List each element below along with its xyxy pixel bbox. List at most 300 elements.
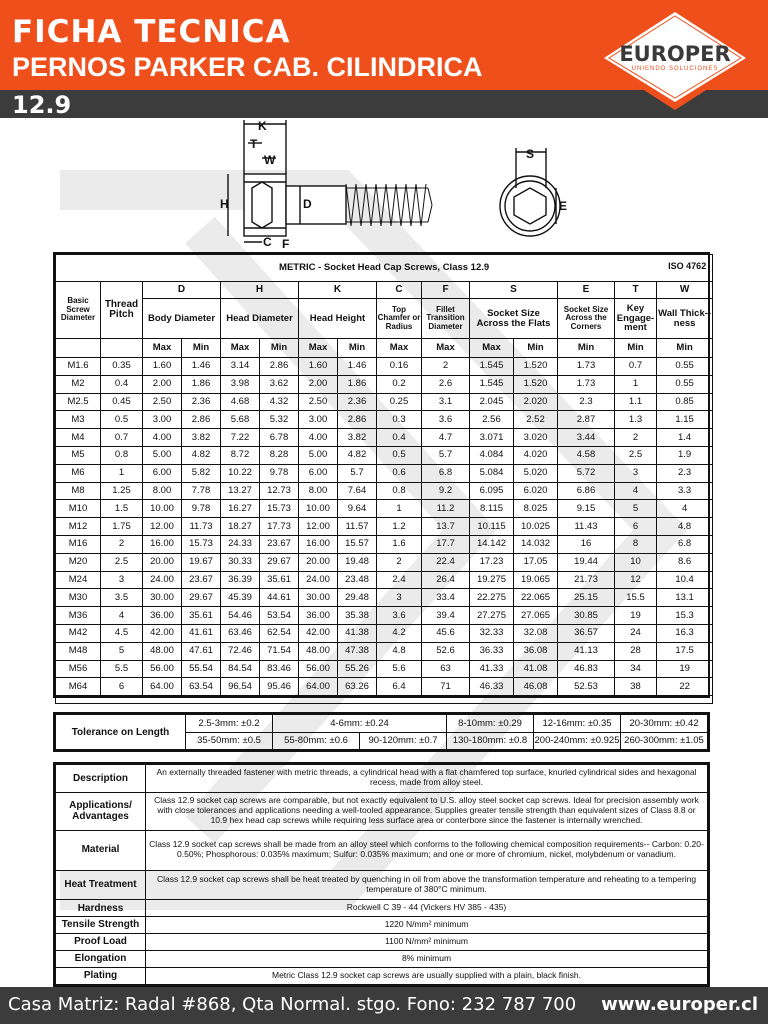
table-row bbox=[56, 571, 713, 589]
spec-label: Applications/ Advantages bbox=[56, 792, 146, 830]
table-cell: 1.2 bbox=[377, 518, 422, 536]
dim-label-w: W bbox=[264, 153, 276, 167]
spec-row bbox=[56, 917, 708, 934]
table-cell: 41.33 bbox=[470, 660, 514, 678]
tolerance-cell: 260-300mm: ±1.05 bbox=[621, 732, 708, 750]
table-cell: 5.68 bbox=[221, 411, 260, 429]
spec-label: Proof Load bbox=[56, 934, 146, 951]
cell-empty bbox=[101, 339, 143, 358]
table-cell: 4.68 bbox=[221, 393, 260, 411]
spec-row bbox=[56, 934, 708, 951]
min-label: Min bbox=[514, 339, 558, 358]
table-cell: 12.73 bbox=[260, 482, 299, 500]
table-cell: 36.39 bbox=[221, 571, 260, 589]
table-cell: 0.3 bbox=[377, 411, 422, 429]
table-cell: 13.27 bbox=[221, 482, 260, 500]
table-cell: 39.4 bbox=[422, 607, 470, 625]
tolerance-label: Tolerance on Length bbox=[56, 715, 186, 750]
spec-value: Class 12.9 socket cap screws shall be made from an alloy steel which conforms to the following chemical composition requirements-- Carbon: 0.20-0.50%; Phosphorous: 0.035% maximum; Sulfur: 0.035% maximum; and one or more of chromium, nickel, molybdenum or vanadium. bbox=[146, 830, 708, 870]
table-row bbox=[56, 446, 713, 464]
table-cell: 4.82 bbox=[338, 446, 377, 464]
table-cell: 18.27 bbox=[221, 518, 260, 536]
table-cell: 22.4 bbox=[422, 553, 470, 571]
table-cell: 0.25 bbox=[377, 393, 422, 411]
tolerance-table bbox=[53, 712, 710, 752]
table-cell: 14.142 bbox=[470, 535, 514, 553]
table-row bbox=[56, 429, 713, 447]
footer-website[interactable]: www.europer.cl bbox=[601, 994, 758, 1015]
table-cell: 0.5 bbox=[377, 446, 422, 464]
table-cell: 36.08 bbox=[514, 642, 558, 660]
table-cell: 5.00 bbox=[143, 446, 182, 464]
table-cell: 4.00 bbox=[299, 429, 338, 447]
table-cell: 5.6 bbox=[377, 660, 422, 678]
table-cell: 8.025 bbox=[514, 500, 558, 518]
table-cell: 4.8 bbox=[377, 642, 422, 660]
table-cell: 35.38 bbox=[338, 607, 377, 625]
table-cell: 9.2 bbox=[422, 482, 470, 500]
table-row bbox=[56, 464, 713, 482]
row-size-cell: M36 bbox=[56, 607, 101, 625]
dim-label-s: S bbox=[526, 147, 535, 161]
spec-label: Heat Treatment bbox=[56, 870, 146, 900]
table-cell: 27.065 bbox=[514, 607, 558, 625]
table-cell: 30.00 bbox=[143, 589, 182, 607]
tolerance-cell: 55-80mm: ±0.6 bbox=[273, 732, 360, 750]
table-cell: 6.095 bbox=[470, 482, 514, 500]
letter-h: H bbox=[221, 282, 299, 299]
table-cell: 6.8 bbox=[422, 464, 470, 482]
table-cell: 15.57 bbox=[338, 535, 377, 553]
table-cell: 0.2 bbox=[377, 375, 422, 393]
table-cell: 1.5 bbox=[101, 500, 143, 518]
table-cell: 36.57 bbox=[558, 624, 615, 642]
table-cell: 6 bbox=[615, 518, 657, 536]
dim-label-k: K bbox=[258, 119, 267, 133]
table-cell: 13.1 bbox=[657, 589, 713, 607]
table-row bbox=[56, 589, 713, 607]
table-cell: 1.73 bbox=[558, 375, 615, 393]
table-cell: 46.33 bbox=[470, 678, 514, 696]
table-cell: 3.44 bbox=[558, 429, 615, 447]
table-cell: 63.46 bbox=[221, 624, 260, 642]
table-cell: 84.54 bbox=[221, 660, 260, 678]
table-cell: 16 bbox=[558, 535, 615, 553]
table-cell: 62.54 bbox=[260, 624, 299, 642]
table-cell: 19.67 bbox=[182, 553, 221, 571]
table-cell: 0.55 bbox=[657, 375, 713, 393]
table-cell: 10.115 bbox=[470, 518, 514, 536]
col-key-engagement: Key Engage-ment bbox=[615, 299, 657, 339]
tolerance-cell: 20-30mm: ±0.42 bbox=[621, 715, 708, 733]
table-row bbox=[56, 535, 713, 553]
table-cell: 1.9 bbox=[657, 446, 713, 464]
table-standard: ISO 4762 bbox=[668, 261, 707, 271]
table-cell: 0.7 bbox=[101, 429, 143, 447]
logo-text: EUROPER bbox=[619, 42, 731, 66]
table-cell: 8.28 bbox=[260, 446, 299, 464]
col-thread-pitch: Thread Pitch bbox=[101, 282, 143, 339]
tolerance-cell: 8-10mm: ±0.29 bbox=[447, 715, 534, 733]
table-cell: 23.48 bbox=[338, 571, 377, 589]
table-cell: 30.85 bbox=[558, 607, 615, 625]
table-cell: 2.6 bbox=[422, 375, 470, 393]
table-cell: 0.4 bbox=[377, 429, 422, 447]
table-cell: 35.61 bbox=[182, 607, 221, 625]
table-cell: 0.35 bbox=[101, 358, 143, 376]
table-cell: 2.50 bbox=[299, 393, 338, 411]
tolerance-cell: 4-6mm: ±0.24 bbox=[273, 715, 447, 733]
table-cell: 8 bbox=[615, 535, 657, 553]
table-cell: 17.23 bbox=[470, 553, 514, 571]
table-cell: 24.00 bbox=[299, 571, 338, 589]
table-cell: 11.73 bbox=[182, 518, 221, 536]
table-cell: 32.33 bbox=[470, 624, 514, 642]
table-cell: 6.020 bbox=[514, 482, 558, 500]
spec-row bbox=[56, 792, 708, 830]
table-cell: 5 bbox=[615, 500, 657, 518]
table-cell: 10 bbox=[615, 553, 657, 571]
table-cell: 63.26 bbox=[338, 678, 377, 696]
row-size-cell: M16 bbox=[56, 535, 101, 553]
row-size-cell: M48 bbox=[56, 642, 101, 660]
table-row bbox=[56, 553, 713, 571]
tolerance-cell: 130-180mm: ±0.8 bbox=[447, 732, 534, 750]
table-cell: 0.4 bbox=[101, 375, 143, 393]
table-cell: 22 bbox=[657, 678, 713, 696]
table-cell: 0.8 bbox=[101, 446, 143, 464]
table-cell: 3.00 bbox=[143, 411, 182, 429]
letter-k: K bbox=[299, 282, 377, 299]
row-size-cell: M2 bbox=[56, 375, 101, 393]
table-cell: 19.275 bbox=[470, 571, 514, 589]
min-label: Min bbox=[260, 339, 299, 358]
table-cell: 11.43 bbox=[558, 518, 615, 536]
spec-row bbox=[56, 951, 708, 968]
table-cell: 3.62 bbox=[260, 375, 299, 393]
table-cell: 25.15 bbox=[558, 589, 615, 607]
table-cell: 2 bbox=[615, 429, 657, 447]
table-cell: 96.54 bbox=[221, 678, 260, 696]
table-cell: 2.3 bbox=[657, 464, 713, 482]
table-cell: 1 bbox=[615, 375, 657, 393]
table-cell: 8.6 bbox=[657, 553, 713, 571]
page-subtitle: PERNOS PARKER CAB. CILINDRICA bbox=[12, 52, 483, 82]
dim-label-c: C bbox=[263, 235, 272, 249]
table-cell: 41.08 bbox=[514, 660, 558, 678]
table-cell: 4.32 bbox=[260, 393, 299, 411]
table-cell: 4.82 bbox=[182, 446, 221, 464]
max-label: Max bbox=[470, 339, 514, 358]
table-cell: 1.73 bbox=[558, 358, 615, 376]
table-cell: 16.00 bbox=[299, 535, 338, 553]
table-cell: 83.46 bbox=[260, 660, 299, 678]
table-cell: 17.5 bbox=[657, 642, 713, 660]
table-cell: 21.73 bbox=[558, 571, 615, 589]
col-body-diameter: Body Diameter bbox=[143, 299, 221, 339]
table-cell: 1.3 bbox=[615, 411, 657, 429]
table-cell: 1 bbox=[377, 500, 422, 518]
table-cell: 2.86 bbox=[260, 358, 299, 376]
table-cell: 1.545 bbox=[470, 375, 514, 393]
table-row bbox=[56, 500, 713, 518]
table-cell: 10.00 bbox=[299, 500, 338, 518]
spec-label: Tensile Strength bbox=[56, 917, 146, 934]
table-cell: 3.82 bbox=[338, 429, 377, 447]
table-cell: 2.86 bbox=[338, 411, 377, 429]
table-cell: 29.48 bbox=[338, 589, 377, 607]
spec-label: Elongation bbox=[56, 951, 146, 968]
col-socket-corners: Socket Size Across the Corners bbox=[558, 299, 615, 339]
spec-label: Hardness bbox=[56, 900, 146, 917]
table-cell: 16.27 bbox=[221, 500, 260, 518]
table-cell: 19.065 bbox=[514, 571, 558, 589]
table-cell: 11.57 bbox=[338, 518, 377, 536]
table-cell: 2.00 bbox=[299, 375, 338, 393]
specifications-table bbox=[53, 762, 710, 987]
table-cell: 8.00 bbox=[143, 482, 182, 500]
table-cell: 36.00 bbox=[299, 607, 338, 625]
table-cell: 2.5 bbox=[615, 446, 657, 464]
table-cell: 5.5 bbox=[101, 660, 143, 678]
table-cell: 5.084 bbox=[470, 464, 514, 482]
table-cell: 1.25 bbox=[101, 482, 143, 500]
table-cell: 3.5 bbox=[101, 589, 143, 607]
spacer-cell bbox=[56, 696, 713, 704]
table-cell: 15.3 bbox=[657, 607, 713, 625]
letter-d: D bbox=[143, 282, 221, 299]
dim-label-h: H bbox=[220, 197, 229, 211]
cell-empty bbox=[56, 339, 101, 358]
spec-label: Material bbox=[56, 830, 146, 870]
table-cell: 4.58 bbox=[558, 446, 615, 464]
table-cell: 22.275 bbox=[470, 589, 514, 607]
table-cell: 19 bbox=[657, 660, 713, 678]
row-size-cell: M24 bbox=[56, 571, 101, 589]
grade-label: 12.9 bbox=[12, 91, 72, 119]
max-label: Max bbox=[221, 339, 260, 358]
table-cell: 19.48 bbox=[338, 553, 377, 571]
table-caption bbox=[56, 255, 713, 282]
table-cell: 41.61 bbox=[182, 624, 221, 642]
spec-row bbox=[56, 830, 708, 870]
table-cell: 2 bbox=[101, 535, 143, 553]
letter-s: S bbox=[470, 282, 558, 299]
table-cell: 33.4 bbox=[422, 589, 470, 607]
table-cell: 16.00 bbox=[143, 535, 182, 553]
table-cell: 10.4 bbox=[657, 571, 713, 589]
spec-value: Metric Class 12.9 socket cap screws are usually supplied with a plain, black finish. bbox=[146, 968, 708, 985]
table-cell: 3.14 bbox=[221, 358, 260, 376]
logo-tagline: UNIENDO SOLUCIONES bbox=[631, 66, 719, 72]
table-cell: 3.071 bbox=[470, 429, 514, 447]
col-basic-diameter: Basic Screw Diameter bbox=[56, 282, 101, 339]
table-body bbox=[56, 358, 713, 704]
row-size-cell: M20 bbox=[56, 553, 101, 571]
table-cell: 12 bbox=[615, 571, 657, 589]
table-cell: 6.8 bbox=[657, 535, 713, 553]
table-cell: 1.75 bbox=[101, 518, 143, 536]
table-cell: 14.032 bbox=[514, 535, 558, 553]
table-cell: 4.2 bbox=[377, 624, 422, 642]
table-cell: 4.5 bbox=[101, 624, 143, 642]
table-cell: 10.00 bbox=[143, 500, 182, 518]
table-row bbox=[56, 624, 713, 642]
row-size-cell: M8 bbox=[56, 482, 101, 500]
table-cell: 11.2 bbox=[422, 500, 470, 518]
spec-label: Plating bbox=[56, 968, 146, 985]
table-cell: 48.00 bbox=[143, 642, 182, 660]
col-head-diameter: Head Diameter bbox=[221, 299, 299, 339]
table-row bbox=[56, 678, 713, 696]
col-wall-thickness: Wall Thick--ness bbox=[657, 299, 713, 339]
table-cell: 2.045 bbox=[470, 393, 514, 411]
table-row bbox=[56, 358, 713, 376]
table-cell: 4.7 bbox=[422, 429, 470, 447]
table-cell: 6 bbox=[101, 678, 143, 696]
table-cell: 3.6 bbox=[377, 607, 422, 625]
tolerance-cell: 200-240mm: ±0.925 bbox=[534, 732, 621, 750]
table-cell: 6.86 bbox=[558, 482, 615, 500]
table-cell: 1.46 bbox=[338, 358, 377, 376]
screw-drawing bbox=[0, 118, 768, 252]
table-cell: 24.00 bbox=[143, 571, 182, 589]
table-cell: 2.36 bbox=[182, 393, 221, 411]
footer-address: Casa Matriz: Radal #868, Qta Normal. stgo. Fono: 232 787 700 bbox=[8, 994, 577, 1015]
table-cell: 17.05 bbox=[514, 553, 558, 571]
row-size-cell: M12 bbox=[56, 518, 101, 536]
table-cell: 0.6 bbox=[377, 464, 422, 482]
table-cell: 2.36 bbox=[338, 393, 377, 411]
min-label: Min bbox=[615, 339, 657, 358]
table-cell: 63 bbox=[422, 660, 470, 678]
spec-row bbox=[56, 900, 708, 917]
table-cell: 24.33 bbox=[221, 535, 260, 553]
table-cell: 4 bbox=[615, 482, 657, 500]
table-cell: 9.15 bbox=[558, 500, 615, 518]
table-cell: 47.38 bbox=[338, 642, 377, 660]
spec-label: Description bbox=[56, 765, 146, 793]
table-cell: 29.67 bbox=[182, 589, 221, 607]
max-label: Max bbox=[422, 339, 470, 358]
table-cell: 55.54 bbox=[182, 660, 221, 678]
table-cell: 0.5 bbox=[101, 411, 143, 429]
table-cell: 17.7 bbox=[422, 535, 470, 553]
table-cell: 6.4 bbox=[377, 678, 422, 696]
col-socket-flats: Socket Size Across the Flats bbox=[470, 299, 558, 339]
table-cell: 3 bbox=[101, 571, 143, 589]
row-size-cell: M30 bbox=[56, 589, 101, 607]
max-label: Max bbox=[299, 339, 338, 358]
table-cell: 0.16 bbox=[377, 358, 422, 376]
table-cell: 95.46 bbox=[260, 678, 299, 696]
col-head-height: Head Height bbox=[299, 299, 377, 339]
table-cell: 72.46 bbox=[221, 642, 260, 660]
dim-label-t: T bbox=[250, 137, 258, 151]
table-row bbox=[56, 375, 713, 393]
spec-row bbox=[56, 870, 708, 900]
column-name-row bbox=[56, 299, 713, 339]
table-cell: 10.025 bbox=[514, 518, 558, 536]
table-cell: 3 bbox=[377, 589, 422, 607]
table-cell: 2.56 bbox=[470, 411, 514, 429]
table-cell: 2.020 bbox=[514, 393, 558, 411]
table-cell: 10.22 bbox=[221, 464, 260, 482]
table-cell: 2.00 bbox=[143, 375, 182, 393]
table-cell: 47.61 bbox=[182, 642, 221, 660]
table-cell: 5 bbox=[101, 642, 143, 660]
row-size-cell: M2.5 bbox=[56, 393, 101, 411]
table-cell: 12.00 bbox=[143, 518, 182, 536]
table-row bbox=[56, 642, 713, 660]
table-cell: 23.67 bbox=[260, 535, 299, 553]
table-cell: 3.6 bbox=[422, 411, 470, 429]
page-title: FICHA TECNICA bbox=[12, 14, 291, 50]
tolerance-cell: 12-16mm: ±0.35 bbox=[534, 715, 621, 733]
spec-value: 1220 N/mm² minimum bbox=[146, 917, 708, 934]
table-cell: 26.4 bbox=[422, 571, 470, 589]
table-cell: 0.7 bbox=[615, 358, 657, 376]
table-cell: 15.73 bbox=[260, 500, 299, 518]
table-cell: 3.3 bbox=[657, 482, 713, 500]
letter-t: T bbox=[615, 282, 657, 299]
table-cell: 3.020 bbox=[514, 429, 558, 447]
max-label: Max bbox=[143, 339, 182, 358]
table-cell: 1.86 bbox=[182, 375, 221, 393]
table-cell: 1.545 bbox=[470, 358, 514, 376]
table-cell: 2.87 bbox=[558, 411, 615, 429]
table-cell: 4.020 bbox=[514, 446, 558, 464]
table-cell: 53.54 bbox=[260, 607, 299, 625]
table-cell: 7.78 bbox=[182, 482, 221, 500]
table-row bbox=[56, 518, 713, 536]
table-cell: 64.00 bbox=[299, 678, 338, 696]
table-cell: 13.7 bbox=[422, 518, 470, 536]
spec-value: Rockwell C 39 - 44 (Vickers HV 385 - 435) bbox=[146, 900, 708, 917]
table-cell: 8.00 bbox=[299, 482, 338, 500]
min-label: Min bbox=[558, 339, 615, 358]
table-cell: 29.67 bbox=[260, 553, 299, 571]
table-cell: 48.00 bbox=[299, 642, 338, 660]
table-cell: 42.00 bbox=[143, 624, 182, 642]
table-cell: 28 bbox=[615, 642, 657, 660]
dim-label-f: F bbox=[282, 237, 290, 251]
table-cell: 2 bbox=[377, 553, 422, 571]
spec-value: Class 12.9 socket cap screws are comparable, but not exactly equivalent to U.S. alloy steel socket cap screws. Ideal for precision assembly work with close tolerances and applications needing a well-tooled appearance. Supplies greater tensile strength than equivalent sizes of Class 8.8 or 10.9 hex head cap screws while requiring less surface area or conterbore since the fastener is internally wrenched. bbox=[146, 792, 708, 830]
table-cell: 3 bbox=[615, 464, 657, 482]
table-cell: 41.38 bbox=[338, 624, 377, 642]
min-label: Min bbox=[338, 339, 377, 358]
table-row bbox=[56, 393, 713, 411]
table-cell: 1.1 bbox=[615, 393, 657, 411]
row-size-cell: M42 bbox=[56, 624, 101, 642]
table-cell: 44.61 bbox=[260, 589, 299, 607]
table-cell: 1.46 bbox=[182, 358, 221, 376]
table-cell: 8.115 bbox=[470, 500, 514, 518]
row-size-cell: M6 bbox=[56, 464, 101, 482]
table-cell: 5.7 bbox=[338, 464, 377, 482]
table-cell: 6.00 bbox=[143, 464, 182, 482]
table-cell: 2.3 bbox=[558, 393, 615, 411]
table-cell: 1.520 bbox=[514, 358, 558, 376]
metric-socket-table bbox=[53, 252, 710, 698]
table-cell: 52.53 bbox=[558, 678, 615, 696]
table-cell: 71.54 bbox=[260, 642, 299, 660]
table-cell: 3.1 bbox=[422, 393, 470, 411]
table-row bbox=[56, 411, 713, 429]
dim-label-e: E bbox=[559, 199, 568, 213]
table-cell: 4.8 bbox=[657, 518, 713, 536]
